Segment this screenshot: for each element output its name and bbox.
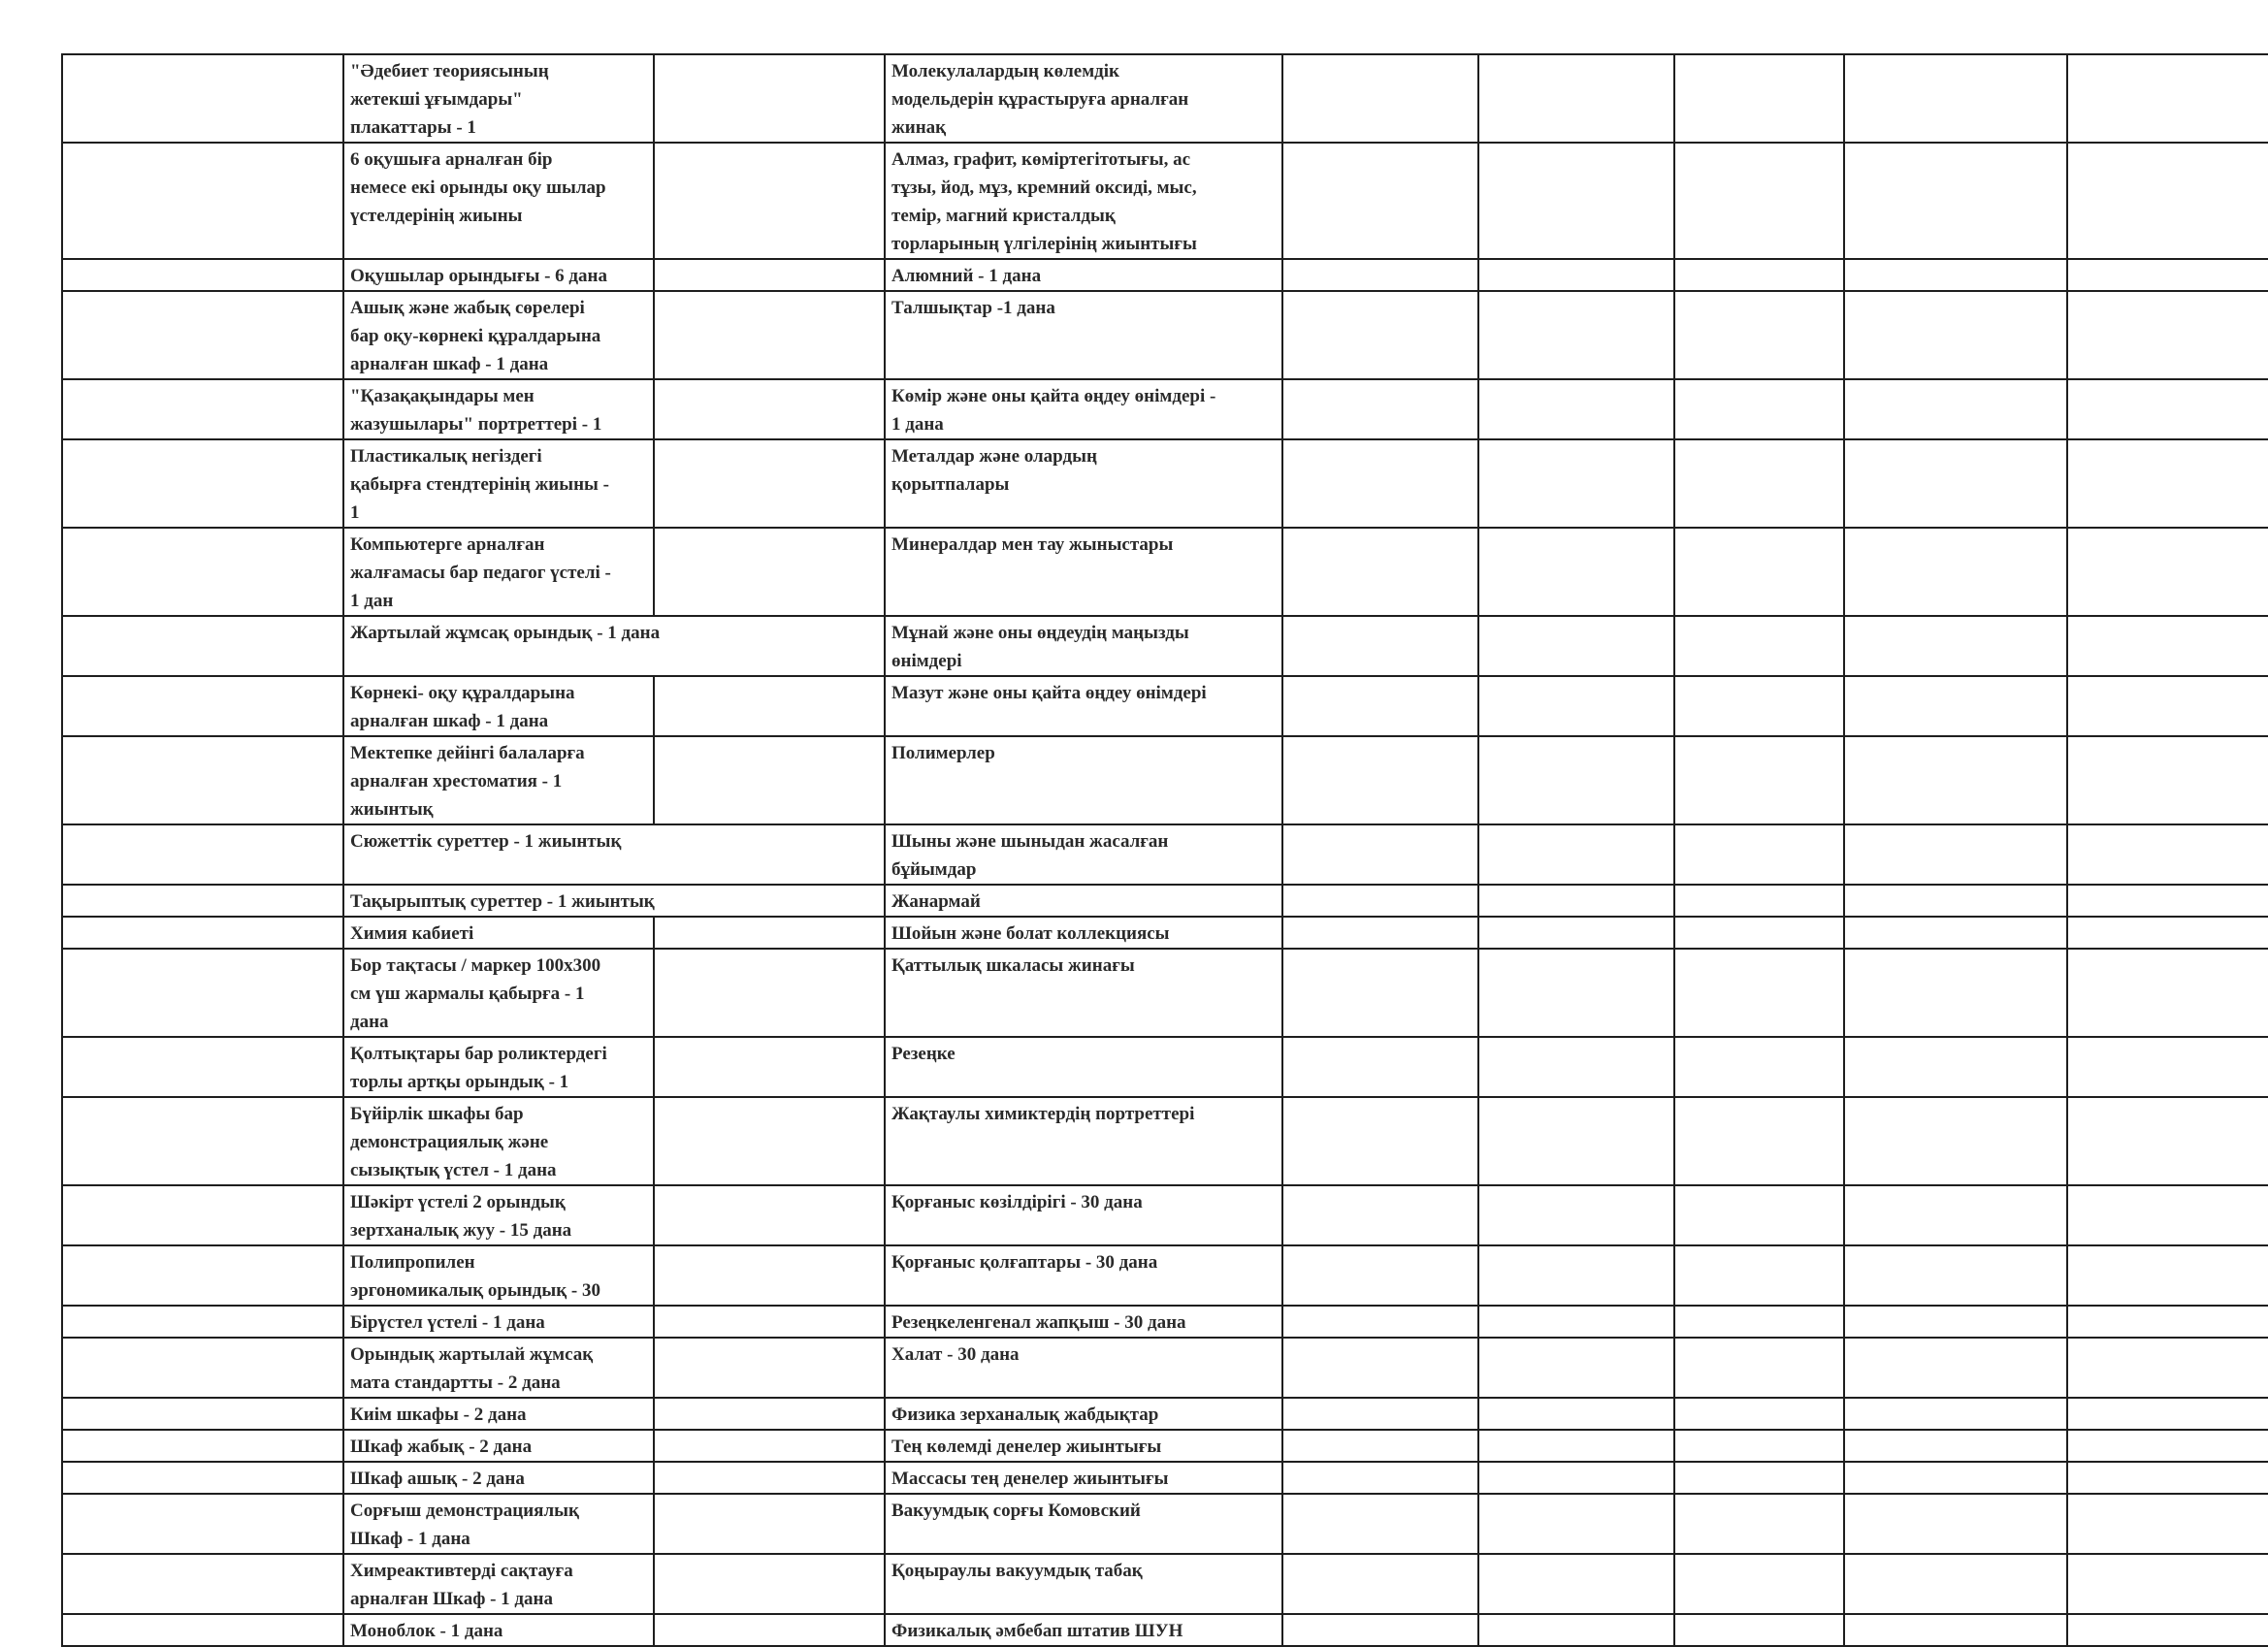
empty-cell: [1282, 616, 1478, 676]
empty-cell: [1282, 1037, 1478, 1097]
empty-cell: [62, 1185, 343, 1245]
empty-cell: [1844, 824, 2067, 885]
empty-cell: [62, 949, 343, 1037]
empty-cell: [2067, 917, 2268, 949]
empty-cell: [1282, 1185, 1478, 1245]
item-name-cell: Жартылай жұмсақ орындық - 1 дана: [343, 616, 885, 676]
empty-cell: [1282, 379, 1478, 439]
empty-cell: [2067, 1037, 2268, 1097]
table-row: [62, 885, 2268, 917]
item-name-cell: Шәкірт үстелі 2 орындық зертханалық жуу - 15 дана: [343, 1185, 654, 1245]
empty-cell: [1844, 1614, 2067, 1646]
table-row: [62, 259, 2268, 291]
empty-cell: [62, 676, 343, 736]
empty-cell: [654, 528, 885, 616]
equipment-cell: Металдар және олардың қорытпалары: [885, 439, 1282, 528]
table-row: [62, 1097, 2268, 1185]
empty-cell: [62, 439, 343, 528]
empty-cell: [1844, 736, 2067, 824]
empty-cell: [1674, 949, 1844, 1037]
table-row: [62, 439, 2268, 528]
empty-cell: [2067, 1462, 2268, 1494]
item-name-cell: Көрнекі- оқу құралдарына арналған шкаф - 1 дана: [343, 676, 654, 736]
item-name-cell: Шкаф ашық - 2 дана: [343, 1462, 654, 1494]
empty-cell: [1478, 917, 1674, 949]
empty-cell: [1674, 379, 1844, 439]
empty-cell: [62, 379, 343, 439]
item-name-cell: Полипропилен эргономикалық орындық - 30: [343, 1245, 654, 1306]
equipment-cell: Жанармай: [885, 885, 1282, 917]
item-name-cell: Бірүстел үстелі - 1 дана: [343, 1306, 654, 1338]
empty-cell: [2067, 143, 2268, 259]
item-name-cell: Киім шкафы - 2 дана: [343, 1398, 654, 1430]
empty-cell: [1674, 1306, 1844, 1338]
table-row: [62, 1398, 2268, 1430]
empty-cell: [1282, 1430, 1478, 1462]
empty-cell: [2067, 1398, 2268, 1430]
item-name-cell: Мектепке дейінгі балаларға арналған хрестоматия - 1 жиынтық: [343, 736, 654, 824]
empty-cell: [1844, 379, 2067, 439]
empty-cell: [62, 917, 343, 949]
empty-cell: [1674, 143, 1844, 259]
empty-cell: [1282, 885, 1478, 917]
empty-cell: [2067, 824, 2268, 885]
empty-cell: [1478, 736, 1674, 824]
empty-cell: [62, 1494, 343, 1554]
empty-cell: [62, 54, 343, 143]
empty-cell: [62, 1430, 343, 1462]
empty-cell: [62, 1462, 343, 1494]
empty-cell: [2067, 54, 2268, 143]
equipment-cell: Мұнай және оны өңдеудің маңызды өнімдері: [885, 616, 1282, 676]
item-name-cell: Химия кабиеті: [343, 917, 654, 949]
empty-cell: [1674, 1494, 1844, 1554]
empty-cell: [1674, 885, 1844, 917]
table-row: [62, 143, 2268, 259]
table-row: [62, 54, 2268, 143]
empty-cell: [1674, 824, 1844, 885]
empty-cell: [1674, 1398, 1844, 1430]
equipment-cell: Көмір және оны қайта өңдеу өнімдері - 1 дана: [885, 379, 1282, 439]
equipment-cell: Қорғаныс қолғаптары - 30 дана: [885, 1245, 1282, 1306]
empty-cell: [62, 885, 343, 917]
empty-cell: [654, 1614, 885, 1646]
table-row: [62, 616, 2268, 676]
table-row: [62, 917, 2268, 949]
empty-cell: [1844, 1462, 2067, 1494]
empty-cell: [1674, 1462, 1844, 1494]
empty-cell: [654, 1185, 885, 1245]
empty-cell: [1282, 676, 1478, 736]
empty-cell: [654, 143, 885, 259]
equipment-table: [61, 53, 2268, 1647]
empty-cell: [62, 528, 343, 616]
empty-cell: [1844, 676, 2067, 736]
empty-cell: [1674, 736, 1844, 824]
empty-cell: [2067, 379, 2268, 439]
empty-cell: [1478, 1494, 1674, 1554]
empty-cell: [2067, 528, 2268, 616]
empty-cell: [62, 1338, 343, 1398]
equipment-cell: Мазут және оны қайта өңдеу өнімдері: [885, 676, 1282, 736]
empty-cell: [654, 54, 885, 143]
empty-cell: [2067, 1306, 2268, 1338]
item-name-cell: Тақырыптық суреттер - 1 жиынтық: [343, 885, 885, 917]
empty-cell: [1478, 1554, 1674, 1614]
equipment-cell: Қаттылық шкаласы жинағы: [885, 949, 1282, 1037]
empty-cell: [1282, 143, 1478, 259]
empty-cell: [2067, 1338, 2268, 1398]
empty-cell: [62, 1037, 343, 1097]
empty-cell: [2067, 885, 2268, 917]
empty-cell: [1282, 1614, 1478, 1646]
empty-cell: [1844, 1338, 2067, 1398]
empty-cell: [1478, 54, 1674, 143]
empty-cell: [1674, 528, 1844, 616]
empty-cell: [2067, 259, 2268, 291]
empty-cell: [1674, 1338, 1844, 1398]
empty-cell: [1674, 259, 1844, 291]
empty-cell: [1478, 1185, 1674, 1245]
empty-cell: [1478, 259, 1674, 291]
empty-cell: [654, 676, 885, 736]
empty-cell: [2067, 1097, 2268, 1185]
item-name-cell: Компьютерге арналған жалғамасы бар педагог үстелі - 1 дан: [343, 528, 654, 616]
empty-cell: [2067, 1245, 2268, 1306]
table-row: [62, 379, 2268, 439]
table-row: [62, 1338, 2268, 1398]
item-name-cell: Ашық және жабық сөрелері бар оқу-көрнекі құралдарына арналған шкаф - 1 дана: [343, 291, 654, 379]
empty-cell: [654, 1554, 885, 1614]
empty-cell: [1282, 439, 1478, 528]
empty-cell: [1844, 885, 2067, 917]
empty-cell: [1844, 291, 2067, 379]
empty-cell: [1282, 291, 1478, 379]
item-name-cell: Бор тақтасы / маркер 100х300 см үш жармалы қабырға - 1 дана: [343, 949, 654, 1037]
empty-cell: [1844, 1306, 2067, 1338]
equipment-cell: Вакуумдық сорғы Комовский: [885, 1494, 1282, 1554]
empty-cell: [1674, 1614, 1844, 1646]
empty-cell: [1674, 616, 1844, 676]
empty-cell: [62, 1554, 343, 1614]
item-name-cell: Химреактивтерді сақтауға арналған Шкаф - 1 дана: [343, 1554, 654, 1614]
empty-cell: [1282, 1554, 1478, 1614]
table-row: [62, 1462, 2268, 1494]
empty-cell: [1844, 1494, 2067, 1554]
empty-cell: [1844, 1185, 2067, 1245]
empty-cell: [1674, 54, 1844, 143]
empty-cell: [654, 1398, 885, 1430]
empty-cell: [1674, 1185, 1844, 1245]
equipment-cell: Физикалық әмбебап штатив ШУН: [885, 1614, 1282, 1646]
item-name-cell: "Қазақақындары мен жазушылары" портреттері - 1: [343, 379, 654, 439]
empty-cell: [1282, 1494, 1478, 1554]
equipment-cell: Резеңке: [885, 1037, 1282, 1097]
empty-cell: [1478, 1462, 1674, 1494]
empty-cell: [1282, 1462, 1478, 1494]
item-name-cell: Сюжеттік суреттер - 1 жиынтық: [343, 824, 885, 885]
empty-cell: [1478, 949, 1674, 1037]
table-row: [62, 291, 2268, 379]
empty-cell: [1674, 439, 1844, 528]
empty-cell: [1844, 1037, 2067, 1097]
empty-cell: [62, 1245, 343, 1306]
empty-cell: [1674, 1245, 1844, 1306]
empty-cell: [2067, 676, 2268, 736]
empty-cell: [1478, 616, 1674, 676]
empty-cell: [2067, 1554, 2268, 1614]
empty-cell: [1844, 1097, 2067, 1185]
empty-cell: [1844, 917, 2067, 949]
empty-cell: [654, 949, 885, 1037]
empty-cell: [1478, 291, 1674, 379]
equipment-cell: Алюмний - 1 дана: [885, 259, 1282, 291]
equipment-cell: Минералдар мен тау жыныстары: [885, 528, 1282, 616]
equipment-cell: Талшықтар -1 дана: [885, 291, 1282, 379]
empty-cell: [1282, 917, 1478, 949]
empty-cell: [1844, 528, 2067, 616]
empty-cell: [1478, 379, 1674, 439]
empty-cell: [1674, 1554, 1844, 1614]
empty-cell: [2067, 1614, 2268, 1646]
table-row: [62, 1430, 2268, 1462]
empty-cell: [654, 1306, 885, 1338]
item-name-cell: 6 оқушыға арналған бір немесе екі орынды оқу шылар үстелдерінің жиыны: [343, 143, 654, 259]
table-row: [62, 676, 2268, 736]
table-row: [62, 528, 2268, 616]
empty-cell: [62, 616, 343, 676]
empty-cell: [1282, 1338, 1478, 1398]
empty-cell: [1844, 1245, 2067, 1306]
empty-cell: [654, 917, 885, 949]
item-name-cell: Бүйірлік шкафы бар демонстрациялық және сызықтық үстел - 1 дана: [343, 1097, 654, 1185]
table-row: [62, 1037, 2268, 1097]
table-row: [62, 1245, 2268, 1306]
empty-cell: [1844, 143, 2067, 259]
table-row: [62, 736, 2268, 824]
equipment-cell: Қоңыраулы вакуумдық табақ: [885, 1554, 1282, 1614]
empty-cell: [654, 1338, 885, 1398]
item-name-cell: Сорғыш демонстрациялық Шкаф - 1 дана: [343, 1494, 654, 1554]
empty-cell: [654, 1245, 885, 1306]
empty-cell: [1282, 949, 1478, 1037]
empty-cell: [1844, 259, 2067, 291]
equipment-cell: Шыны және шыныдан жасалған бұйымдар: [885, 824, 1282, 885]
equipment-cell: Алмаз, графит, көміртегітотығы, ас тұзы, йод, мұз, кремний оксиді, мыс, темір, магний кристалдық торларының үлгілерінің жиынтығы: [885, 143, 1282, 259]
table-row: [62, 1554, 2268, 1614]
item-name-cell: "Әдебиет теориясының жетекші ұғымдары" плакаттары - 1: [343, 54, 654, 143]
empty-cell: [1478, 528, 1674, 616]
empty-cell: [2067, 1430, 2268, 1462]
empty-cell: [654, 439, 885, 528]
empty-cell: [62, 143, 343, 259]
empty-cell: [1478, 439, 1674, 528]
equipment-cell: Физика зерханалық жабдықтар: [885, 1398, 1282, 1430]
empty-cell: [1282, 528, 1478, 616]
empty-cell: [654, 291, 885, 379]
empty-cell: [1844, 949, 2067, 1037]
empty-cell: [1844, 54, 2067, 143]
empty-cell: [1478, 1398, 1674, 1430]
empty-cell: [62, 1614, 343, 1646]
item-name-cell: Оқушылар орындығы - 6 дана: [343, 259, 654, 291]
empty-cell: [1844, 616, 2067, 676]
empty-cell: [62, 736, 343, 824]
empty-cell: [1282, 736, 1478, 824]
empty-cell: [1674, 1097, 1844, 1185]
equipment-cell: Жақтаулы химиктердің портреттері: [885, 1097, 1282, 1185]
empty-cell: [2067, 1494, 2268, 1554]
table-row: [62, 824, 2268, 885]
equipment-cell: Шойын және болат коллекциясы: [885, 917, 1282, 949]
empty-cell: [1282, 1245, 1478, 1306]
equipment-cell: Тең көлемді денелер жиынтығы: [885, 1430, 1282, 1462]
empty-cell: [654, 1462, 885, 1494]
empty-cell: [2067, 736, 2268, 824]
equipment-cell: Массасы тең денелер жиынтығы: [885, 1462, 1282, 1494]
empty-cell: [1674, 291, 1844, 379]
empty-cell: [1844, 1430, 2067, 1462]
empty-cell: [1478, 1614, 1674, 1646]
empty-cell: [62, 1398, 343, 1430]
empty-cell: [1282, 54, 1478, 143]
empty-cell: [1478, 1338, 1674, 1398]
empty-cell: [1478, 1306, 1674, 1338]
empty-cell: [1674, 676, 1844, 736]
empty-cell: [1478, 1097, 1674, 1185]
empty-cell: [654, 1097, 885, 1185]
empty-cell: [654, 259, 885, 291]
empty-cell: [2067, 439, 2268, 528]
empty-cell: [1282, 824, 1478, 885]
empty-cell: [1478, 1245, 1674, 1306]
equipment-cell: Полимерлер: [885, 736, 1282, 824]
empty-cell: [62, 291, 343, 379]
equipment-cell: Резеңкеленгенал жапқыш - 30 дана: [885, 1306, 1282, 1338]
equipment-cell: Қорғаныс көзілдірігі - 30 дана: [885, 1185, 1282, 1245]
empty-cell: [62, 1097, 343, 1185]
table-row: [62, 1306, 2268, 1338]
item-name-cell: Пластикалық негіздегі қабырға стендтерінің жиыны - 1: [343, 439, 654, 528]
empty-cell: [2067, 291, 2268, 379]
empty-cell: [654, 379, 885, 439]
empty-cell: [654, 1037, 885, 1097]
empty-cell: [654, 1494, 885, 1554]
empty-cell: [1282, 1306, 1478, 1338]
empty-cell: [2067, 949, 2268, 1037]
empty-cell: [62, 259, 343, 291]
table-row: [62, 1185, 2268, 1245]
empty-cell: [1478, 676, 1674, 736]
empty-cell: [1478, 824, 1674, 885]
table-row: [62, 949, 2268, 1037]
item-name-cell: Шкаф жабық - 2 дана: [343, 1430, 654, 1462]
empty-cell: [654, 1430, 885, 1462]
empty-cell: [1282, 259, 1478, 291]
empty-cell: [1674, 917, 1844, 949]
empty-cell: [2067, 616, 2268, 676]
empty-cell: [62, 1306, 343, 1338]
empty-cell: [1282, 1097, 1478, 1185]
table-row: [62, 1494, 2268, 1554]
empty-cell: [62, 824, 343, 885]
empty-cell: [1478, 1430, 1674, 1462]
empty-cell: [2067, 1185, 2268, 1245]
empty-cell: [1282, 1398, 1478, 1430]
equipment-cell: Молекулалардың көлемдік модельдерін құрастыруға арналған жинақ: [885, 54, 1282, 143]
empty-cell: [1844, 1554, 2067, 1614]
empty-cell: [1674, 1430, 1844, 1462]
table-row: [62, 1614, 2268, 1646]
equipment-cell: Халат - 30 дана: [885, 1338, 1282, 1398]
empty-cell: [1478, 885, 1674, 917]
item-name-cell: Қолтықтары бар роликтердегі торлы артқы орындық - 1: [343, 1037, 654, 1097]
empty-cell: [1844, 1398, 2067, 1430]
empty-cell: [1478, 1037, 1674, 1097]
empty-cell: [1478, 143, 1674, 259]
empty-cell: [654, 736, 885, 824]
empty-cell: [1674, 1037, 1844, 1097]
empty-cell: [1844, 439, 2067, 528]
item-name-cell: Моноблок - 1 дана: [343, 1614, 654, 1646]
item-name-cell: Орындық жартылай жұмсақ мата стандартты - 2 дана: [343, 1338, 654, 1398]
